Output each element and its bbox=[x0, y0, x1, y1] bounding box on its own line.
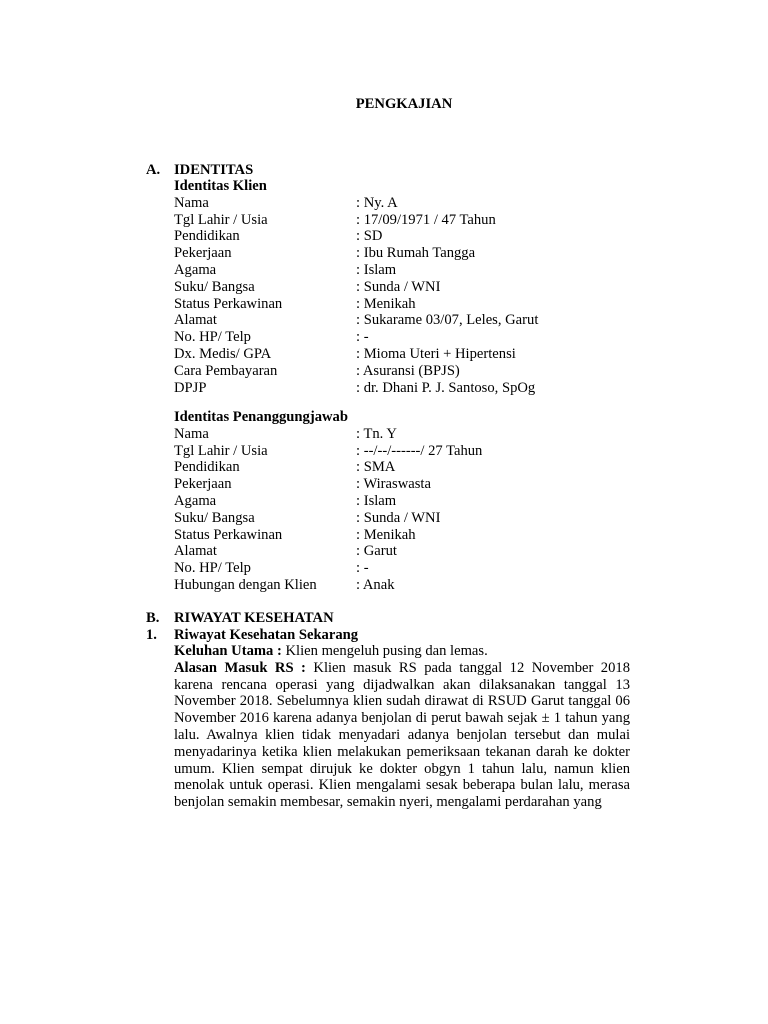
document-title: PENGKAJIAN bbox=[355, 96, 453, 112]
riwayat-sekarang-body bbox=[174, 643, 634, 811]
identity-value: : - bbox=[356, 329, 369, 346]
riwayat-sekarang-number: 1. bbox=[146, 627, 157, 643]
identity-label: Pendidikan bbox=[174, 459, 240, 476]
identity-value: : Ibu Rumah Tangga bbox=[356, 245, 476, 262]
section-a-title: IDENTITAS bbox=[174, 162, 254, 178]
identity-row bbox=[174, 527, 634, 544]
identity-row bbox=[174, 560, 634, 577]
identity-label: Nama bbox=[174, 425, 209, 442]
identitas-penanggungjawab-table bbox=[174, 426, 634, 594]
identity-label: Pendidikan bbox=[174, 228, 240, 245]
keluhan-utama-line bbox=[174, 643, 634, 660]
identity-label: Status Perkawinan bbox=[174, 295, 283, 312]
identity-value: : --/--/------/ 27 Tahun bbox=[356, 442, 483, 459]
identity-value: : Tn. Y bbox=[356, 425, 397, 442]
identity-label: Pekerjaan bbox=[174, 245, 232, 262]
identity-row bbox=[174, 245, 634, 262]
identity-label: Cara Pembayaran bbox=[174, 362, 278, 379]
identity-label: Suku/ Bangsa bbox=[174, 278, 255, 295]
identity-value: : Menikah bbox=[356, 295, 416, 312]
identity-label: DPJP bbox=[174, 379, 207, 396]
identity-row bbox=[174, 279, 634, 296]
identity-value: : - bbox=[356, 560, 369, 577]
identity-label: Tgl Lahir / Usia bbox=[174, 442, 268, 459]
identity-row bbox=[174, 543, 634, 560]
identity-row bbox=[174, 426, 634, 443]
identity-row bbox=[174, 459, 634, 476]
identity-label: Alamat bbox=[174, 312, 217, 329]
identity-row bbox=[174, 312, 634, 329]
identity-label: No. HP/ Telp bbox=[174, 329, 251, 346]
identity-value: : Ny. A bbox=[356, 194, 398, 211]
section-b-heading bbox=[146, 610, 334, 627]
identity-row bbox=[174, 296, 634, 313]
identity-value: : Mioma Uteri + Hipertensi bbox=[356, 345, 516, 362]
identity-row bbox=[174, 228, 634, 245]
section-a-heading bbox=[146, 162, 253, 179]
identity-row bbox=[174, 346, 634, 363]
identity-value: : Islam bbox=[356, 261, 397, 278]
identity-value: : dr. Dhani P. J. Santoso, SpOg bbox=[356, 379, 536, 396]
identity-label: Dx. Medis/ GPA bbox=[174, 345, 272, 362]
identity-label: Status Perkawinan bbox=[174, 526, 283, 543]
identity-label: Agama bbox=[174, 492, 217, 509]
riwayat-sekarang-title: Riwayat Kesehatan Sekarang bbox=[174, 627, 359, 643]
identity-value: : 17/09/1971 / 47 Tahun bbox=[356, 211, 496, 228]
identity-label: Tgl Lahir / Usia bbox=[174, 211, 268, 228]
identity-row bbox=[174, 363, 634, 380]
identity-row bbox=[174, 380, 634, 397]
riwayat-sekarang-heading bbox=[146, 627, 358, 644]
identity-value: : Islam bbox=[356, 492, 397, 509]
identity-label: Hubungan dengan Klien bbox=[174, 576, 317, 593]
identity-value: : Sunda / WNI bbox=[356, 278, 441, 295]
identity-value: : Wiraswasta bbox=[356, 476, 431, 493]
identity-label: Nama bbox=[174, 194, 209, 211]
identity-value: : Garut bbox=[356, 543, 397, 560]
identity-label: Suku/ Bangsa bbox=[174, 509, 255, 526]
identity-row bbox=[174, 510, 634, 527]
identity-row bbox=[174, 195, 634, 212]
identity-label: No. HP/ Telp bbox=[174, 560, 251, 577]
identity-value: : SMA bbox=[356, 459, 396, 476]
identity-label: Alamat bbox=[174, 543, 217, 560]
identity-value: : SD bbox=[356, 228, 383, 245]
identity-row bbox=[174, 493, 634, 510]
identity-label: Pekerjaan bbox=[174, 476, 232, 493]
identitas-penanggungjawab-block bbox=[174, 409, 634, 594]
identity-value: : Menikah bbox=[356, 526, 416, 543]
identity-row bbox=[174, 443, 634, 460]
identitas-penanggungjawab-subtitle: Identitas Penanggungjawab bbox=[174, 409, 348, 425]
identitas-klien-table bbox=[174, 195, 634, 397]
identity-value: : Sukarame 03/07, Leles, Garut bbox=[356, 312, 539, 329]
section-b-title: RIWAYAT KESEHATAN bbox=[174, 610, 334, 626]
keluhan-utama-label: Keluhan Utama : bbox=[174, 643, 282, 659]
identitas-klien-block bbox=[174, 178, 634, 396]
alasan-masuk-paragraph bbox=[174, 660, 630, 811]
alasan-masuk-label: Alasan Masuk RS : bbox=[174, 659, 306, 676]
identity-label: Agama bbox=[174, 261, 217, 278]
identity-value: : Sunda / WNI bbox=[356, 509, 441, 526]
identity-row bbox=[174, 212, 634, 229]
identity-row bbox=[174, 577, 634, 594]
identitas-klien-subtitle: Identitas Klien bbox=[174, 178, 267, 194]
section-b-number: B. bbox=[146, 610, 160, 626]
identity-value: : Asuransi (BPJS) bbox=[356, 362, 460, 379]
identity-value: : Anak bbox=[356, 576, 395, 593]
identity-row bbox=[174, 476, 634, 493]
identity-row bbox=[174, 262, 634, 279]
alasan-masuk-text: Klien masuk RS pada tanggal 12 November 2018 karena rencana operasi yang dijadwalkan akan dilaksanakan tanggal 13 November 2018. Sebelumnya klien sudah dirawat di RSUD Garut tanggal 06 November 2016 karena adanya benjolan di perut bawah sejak ± 1 tahun yang lalu. Awalnya klien tidak menyadari adanya benjolan tersebut dan mulai menyadarinya ketika klien melakukan pemeriksaan tekanan darah ke dokter umum. Klien sempat dirujuk ke dokter obgyn 1 tahun lalu, namun klien menolak untuk operasi. Klien mengalami sesak beberapa bulan lalu, merasa benjolan semakin membesar, semakin nyeri, mengalami perdarahan yang bbox=[174, 659, 630, 811]
section-a-number: A. bbox=[146, 162, 161, 178]
keluhan-utama-text: Klien mengeluh pusing dan lemas. bbox=[281, 643, 488, 659]
identity-row bbox=[174, 329, 634, 346]
